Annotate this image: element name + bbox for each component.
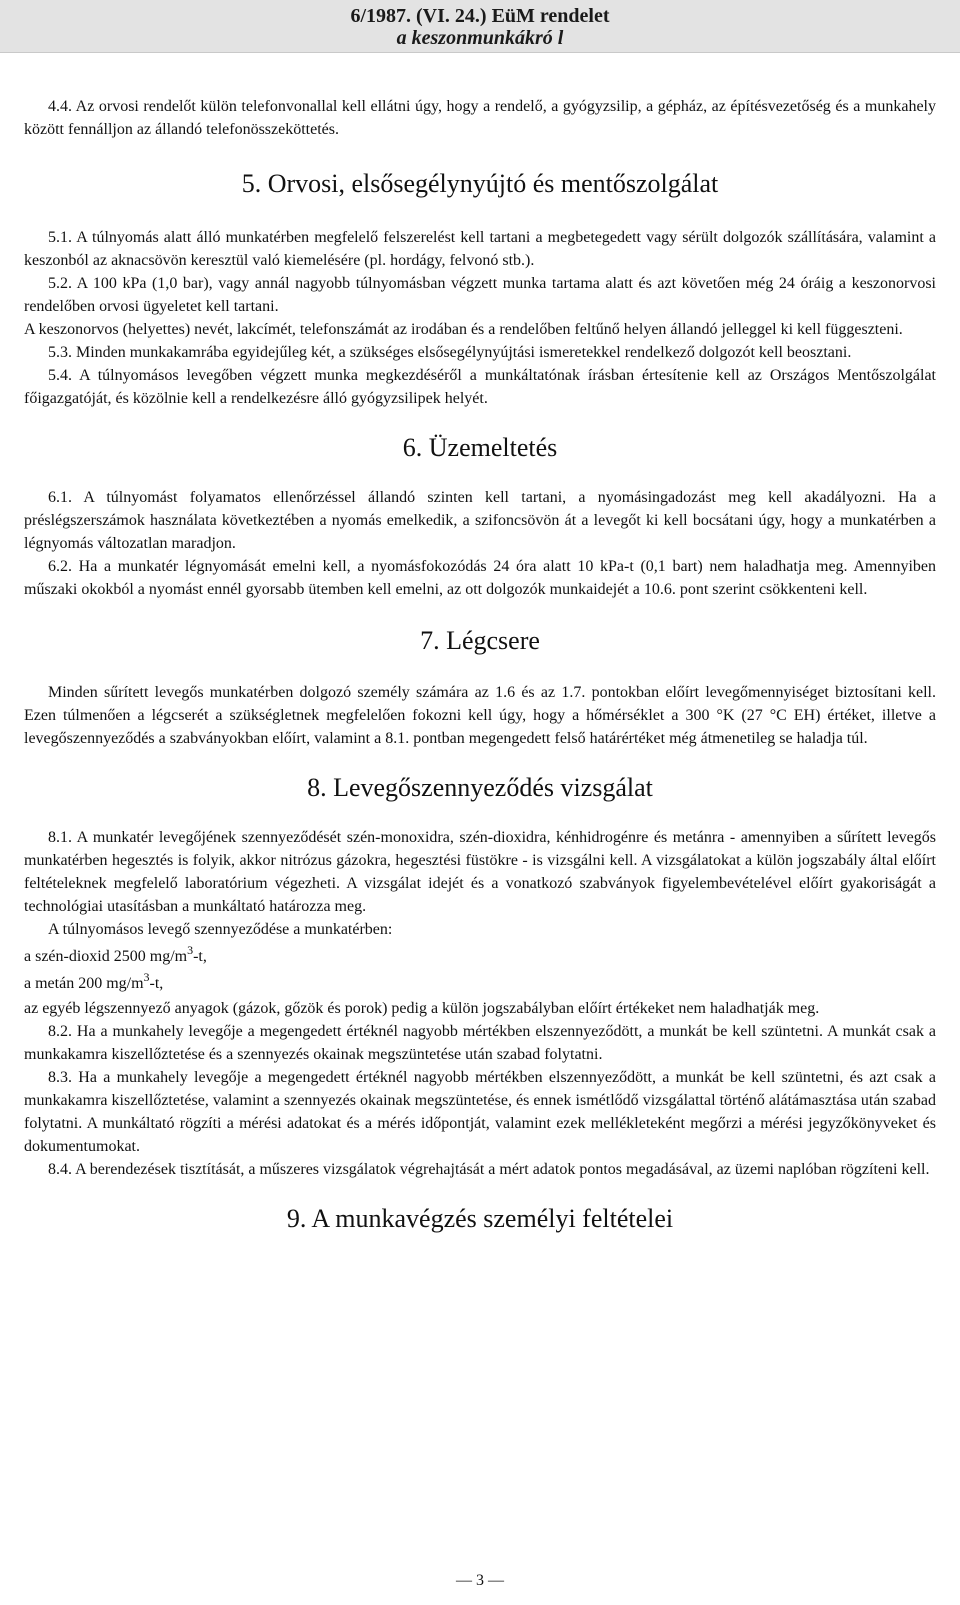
- section-heading-8: 8. Levegőszennyeződés vizsgálat: [307, 773, 653, 802]
- formula-methane-text: a metán 200 mg/m: [24, 975, 144, 992]
- paragraph-5-2-b: A keszonorvos (helyettes) nevét, lakcímét, telefonszámát az irodában és a rendelőben feltűnő helyen állandó jelleggel ki kell függeszteni.: [24, 321, 903, 338]
- formula-co2-suffix: -t,: [193, 948, 207, 965]
- formula-co2: [24, 945, 936, 968]
- formula-co2-text: a szén-dioxid 2500 mg/m: [24, 948, 188, 965]
- formula-methane-suffix: -t,: [149, 975, 164, 992]
- header-title: 6/1987. (VI. 24.) EüM rendelet: [350, 5, 610, 27]
- paragraph-8-2: 8.2. Ha a munkahely levegője a megengedett értéknél nagyobb mértékben elszennyeződött, a munkát be kell szüntetni. A munkát csak a munkakamra kiszellőztetése és a szennyezés okainak megszüntetése után szabad folytatni.: [24, 1023, 936, 1063]
- formula-methane-exponent: 3: [143, 970, 150, 984]
- section-heading-6: 6. Üzemeltetés: [402, 433, 558, 462]
- paragraph-8-1-c: az egyéb légszennyező anyagok (gázok, gőzök és porok) pedig a külön jogszabályban előírt értékeket nem haladhatják meg.: [24, 1000, 820, 1017]
- paragraph-4-4: 4.4. Az orvosi rendelőt külön telefonvonallal kell ellátni úgy, hogy a rendelő, a gyógyzsilip, a gépház, az építésvezetőség és a munkahely között fennálljon az állandó telefonösszeköttetés.: [24, 98, 936, 138]
- paragraph-7: Minden sűrített levegős munkatérben dolgozó személy számára az 1.6 és az 1.7. pontokban előírt levegőmennyiséget biztosítani kell. Ezen túlmenően a légcserét a szükségletnek megfelelően fokozni kell úgy, hogy a hőmérséklet a 300 °K (27 °C EH) értéket, illetve a levegőszennyeződés a szabványokban előírt, valamint a 8.1. pontban megengedett felső határértéket még átmenetileg se haladja túl.: [24, 684, 936, 747]
- paragraph-5-1: 5.1. A túlnyomás alatt álló munkatérben megfelelő felszerelést kell tartani a megbetegedett vagy sérült dolgozók szállítására, valamint a keszonból az aknacsövön keresztül való kiemelésére (pl. hordágy, felvonó stb.).: [24, 229, 936, 269]
- paragraph-5-3: 5.3. Minden munkakamrába egyidejűleg két, a szükséges elsősegélynyújtási ismeretekkel rendelkező dolgozót kell beosztani.: [48, 344, 852, 361]
- paragraph-8-4: 8.4. A berendezések tisztítását, a műszeres vizsgálatok végrehajtását a mért adatok pontos megadásával, az üzemi naplóban rögzíteni kell.: [48, 1161, 930, 1178]
- section-heading-5: 5. Orvosi, elsősegélynyújtó és mentőszolgálat: [241, 169, 719, 198]
- page-header: [0, 0, 960, 53]
- paragraph-8-1: 8.1. A munkatér levegőjének szennyeződését szén-monoxidra, szén-dioxidra, kénhidrogénre és metánra - amennyiben a sűrített levegős munkatérben hegesztés is folyik, akkor nitrózus gázokra, hegesztési füstökre - is vizsgálni kell. A vizsgálatokat a külön jogszabály által előírt feltételeknek megfelelő laboratórium végezheti. A vizsgálat idejét és a vonatkozó szabványok figyelembevételével előírt gyakoriságát a technológiai utasításban a munkáltató határozza meg.: [24, 829, 936, 915]
- document-body: [24, 95, 936, 1235]
- paragraph-5-4: 5.4. A túlnyomásos levegőben végzett munka megkezdéséről a munkáltatónak írásban értesítenie kell az Országos Mentőszolgálat főigazgatóját, és közölnie kell a rendelkezésre álló gyógyzsilipek helyét.: [24, 367, 936, 407]
- paragraph-6-1: 6.1. A túlnyomást folyamatos ellenőrzéssel állandó szinten kell tartani, a nyomásingadozást meg kell akadályozni. Ha a préslégszerszámok használata következtében a nyomás emelkedik, a szifoncsövön át a levegőt ki kell bocsátani úgy, hogy a munkatérben a légnyomás változatlan maradjon.: [24, 489, 936, 552]
- formula-co2-exponent: 3: [187, 943, 194, 957]
- section-heading-9: 9. A munkavégzés személyi feltételei: [286, 1204, 674, 1233]
- section-heading-7: 7. Légcsere: [420, 626, 540, 655]
- header-subtitle: a keszonmunkákró l: [396, 27, 564, 49]
- paragraph-5-2: 5.2. A 100 kPa (1,0 bar), vagy annál nagyobb túlnyomásban végzett munka tartama alatt és azt követően még 24 óráig a keszonorvosi rendelőben orvosi ügyeletet kell tartani.: [24, 275, 936, 315]
- page-number: — 3 —: [456, 1572, 504, 1589]
- formula-methane: [24, 972, 936, 995]
- paragraph-8-1-b: A túlnyomásos levegő szennyeződése a munkatérben:: [48, 921, 393, 938]
- paragraph-8-3: 8.3. Ha a munkahely levegője a megengedett értéknél nagyobb mértékben elszennyeződött, a munkát be kell szüntetni, és azt csak a munkakamra kiszellőztetése, valamint a szennyezés okainak megszüntetése, és ennek ismétlődő vizsgálattal történő alátámasztása után szabad folytatni. A munkáltató rögzíti a mérési adatokat és a mérés időpontját, valamint ezek mellékleteként megőrzi a mérési jegyzőkönyveket és dokumentumokat.: [24, 1069, 936, 1155]
- paragraph-6-2: 6.2. Ha a munkatér légnyomását emelni kell, a nyomásfokozódás 24 óra alatt 10 kPa-t (0,1 bart) nem haladhatja meg. Amennyiben műszaki okokból a nyomást ennél gyorsabb ütemben kell emelni, az ott dolgozók munkaidejét a 10.6. pont szerint csökkenteni kell.: [24, 558, 936, 598]
